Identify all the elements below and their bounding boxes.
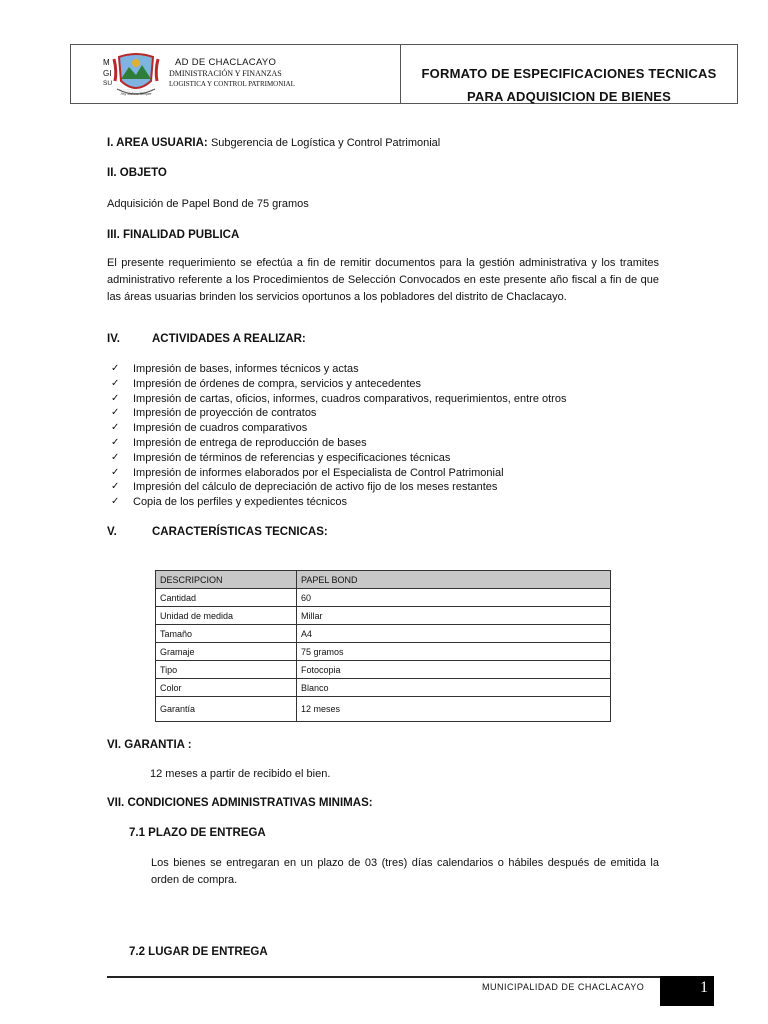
table-cell: 75 gramos bbox=[297, 643, 611, 661]
table-cell: Color bbox=[156, 679, 297, 697]
table-row bbox=[156, 643, 611, 661]
section-6-heading: VI. GARANTIA : bbox=[107, 739, 192, 751]
garantia-text: 12 meses a partir de recibido el bien. bbox=[150, 768, 331, 780]
table-cell: Unidad de medida bbox=[156, 607, 297, 625]
area-usuaria-value: Subgerencia de Logística y Control Patrimonial bbox=[210, 137, 441, 149]
header-org-fragment-1: M bbox=[103, 58, 110, 67]
objeto-text: Adquisición de Papel Bond de 75 gramos bbox=[107, 198, 309, 210]
document-title-line-2: PARA ADQUISICION DE BIENES bbox=[466, 89, 672, 104]
header-org-line-2: DMINISTRACIÓN Y FINANZAS bbox=[169, 69, 282, 78]
table-cell: Fotocopia bbox=[297, 661, 611, 679]
section-1-heading bbox=[107, 137, 440, 149]
checkmark-icon: ✓ bbox=[111, 377, 120, 389]
section-5-number: V. bbox=[107, 526, 117, 538]
header-org-block bbox=[71, 45, 400, 103]
page-number: 1 bbox=[700, 979, 708, 996]
header-org-fragment-3: SU bbox=[103, 80, 113, 87]
column-header-papel-bond: PAPEL BOND bbox=[297, 571, 611, 589]
subsection-7-1-heading: 7.1 PLAZO DE ENTREGA bbox=[129, 827, 266, 839]
checkmark-icon: ✓ bbox=[111, 436, 120, 448]
document-title-line-1: FORMATO DE ESPECIFICACIONES TECNICAS bbox=[421, 66, 717, 81]
table-cell: A4 bbox=[297, 625, 611, 643]
checkmark-icon: ✓ bbox=[111, 422, 120, 434]
section-4-heading: ACTIVIDADES A REALIZAR: bbox=[152, 333, 306, 345]
section-7-heading: VII. CONDICIONES ADMINISTRATIVAS MINIMAS: bbox=[107, 797, 373, 809]
checkmark-icon: ✓ bbox=[111, 481, 120, 493]
table-cell: Tamaño bbox=[156, 625, 297, 643]
checkmark-icon: ✓ bbox=[111, 363, 120, 374]
table-cell: Millar bbox=[297, 607, 611, 625]
document-header bbox=[70, 44, 738, 104]
section-1-label: I. AREA USUARIA: bbox=[107, 137, 208, 149]
table-cell: Garantía bbox=[156, 697, 297, 722]
table-row bbox=[156, 679, 611, 697]
header-title-block bbox=[401, 45, 737, 103]
header-org-line-3: LOGISTICA Y CONTROL PATRIMONIAL bbox=[169, 80, 295, 88]
page-number-box bbox=[660, 976, 714, 1006]
section-3-heading: III. FINALIDAD PUBLICA bbox=[107, 229, 240, 241]
section-2-heading: II. OBJETO bbox=[107, 167, 167, 179]
table-row bbox=[156, 607, 611, 625]
column-header-descripcion: DESCRIPCION bbox=[156, 571, 297, 589]
checkmark-icon: ✓ bbox=[111, 466, 120, 478]
table-header-row bbox=[156, 571, 611, 589]
table-cell: Blanco bbox=[297, 679, 611, 697]
table-cell: Gramaje bbox=[156, 643, 297, 661]
table-cell: Cantidad bbox=[156, 589, 297, 607]
header-org-line-1: AD DE CHACLACAYO bbox=[175, 57, 277, 68]
subsection-7-2-heading: 7.2 LUGAR DE ENTREGA bbox=[129, 946, 268, 958]
municipal-seal-logo bbox=[111, 51, 161, 101]
finalidad-paragraph: El presente requerimiento se efectúa a fin de remitir documentos para la gestión administrativa y los tramites administrativo referente a los Procedimientos de Selección Convocados en este presente año fiscal a fin de que las áreas usuarias brinden los servicios oportunos a los pobladores del distrito de Chaclacayo. bbox=[107, 257, 659, 303]
table-row bbox=[156, 625, 611, 643]
table-row bbox=[156, 697, 611, 722]
checkmark-icon: ✓ bbox=[111, 496, 120, 508]
section-4-number: IV. bbox=[107, 333, 121, 345]
plazo-entrega-paragraph: Los bienes se entregaran en un plazo de 03 (tres) días calendarios o hábiles después de emitida la orden de compra. bbox=[151, 857, 659, 886]
header-org-fragment-2: GI bbox=[103, 69, 112, 78]
footer-rule bbox=[107, 976, 660, 978]
footer-org-name: MUNICIPALIDAD DE CHACLACAYO bbox=[482, 982, 645, 992]
table-row bbox=[156, 589, 611, 607]
seal-ribbon-text: Hoy Mañana Siempre bbox=[120, 92, 152, 96]
checkmark-icon: ✓ bbox=[111, 407, 120, 419]
table-cell: 12 meses bbox=[297, 697, 611, 722]
section-5-heading: CARACTERÍSTICAS TECNICAS: bbox=[152, 526, 328, 538]
document-page: M GI SU Hoy Mañana Siempre AD DE CHACLACAYO DMINISTRACIÓN Y FINANZAS LOGISTICA Y CONTROL PATRIMONIAL FORMATO DE ESPECIFICACIONES TECNICAS PARA ADQUISICION DE BIENES I. AREA USUARIA: Subgerencia de Logística y Control Patrimonial II. OBJETO Adquisición de Papel Bond de 75 gramos III. FINALIDAD PUBLICA El presente requerimiento se efectúa a fin de remitir documentos para la gestión administrativa y los tramites administrativo referente a los Procedimientos de Selección Convocados en este presente año fiscal a fin de que las áreas usuarias brinden los servicios oportunos a los pobladores del distrito de Chaclacayo. IV. ACTIVIDADES A REALIZAR: ✓ Impresión de bases, informes técnicos y actas ✓ Impresión de órdenes de compra, servicios y antecedentes ✓ Impresión de cartas, oficios, informes, cuadros comparativos, requerimientos, entre otros ✓ Impresión de proyección de contratos ✓ Impresión de cuadros comparativos ✓ Impresión de entrega de reproducción de bases ✓ Impresión de términos de referencias y especificaciones técnicas ✓ Impresión de informes elaborados por el Especialista de Control Patrimonial ✓ Impresión del cálculo de depreciación de activo fijo de los meses restantes ✓ Copia de los perfiles y expedientes técnicos V. CARACTERÍSTICAS TECNICAS: DESCRIPCION PAPEL BOND Cantidad 60 Unidad de medida Millar Tamaño A4 Gramaje 75 gramos Tipo Fotocopia Color Blanco Garantía 12 meses VI. GARANTIA : 12 meses a partir de recibido el bien. VII. CONDICIONES ADMINISTRATIVAS MINIMAS: 7.1 PLAZO DE ENTREGA Los bienes se entregaran en un plazo de 03 (tres) días calendarios o hábiles después de emitida la orden de compra. 7.2 LUGAR DE ENTREGA MUNICIPALIDAD DE CHACLACAYO 1 bbox=[0, 0, 768, 1024]
table-cell: 60 bbox=[297, 589, 611, 607]
checkmark-icon: ✓ bbox=[111, 451, 120, 463]
table-cell: Tipo bbox=[156, 661, 297, 679]
specifications-table bbox=[155, 570, 611, 722]
table-row bbox=[156, 661, 611, 679]
checkmark-icon: ✓ bbox=[111, 392, 120, 404]
